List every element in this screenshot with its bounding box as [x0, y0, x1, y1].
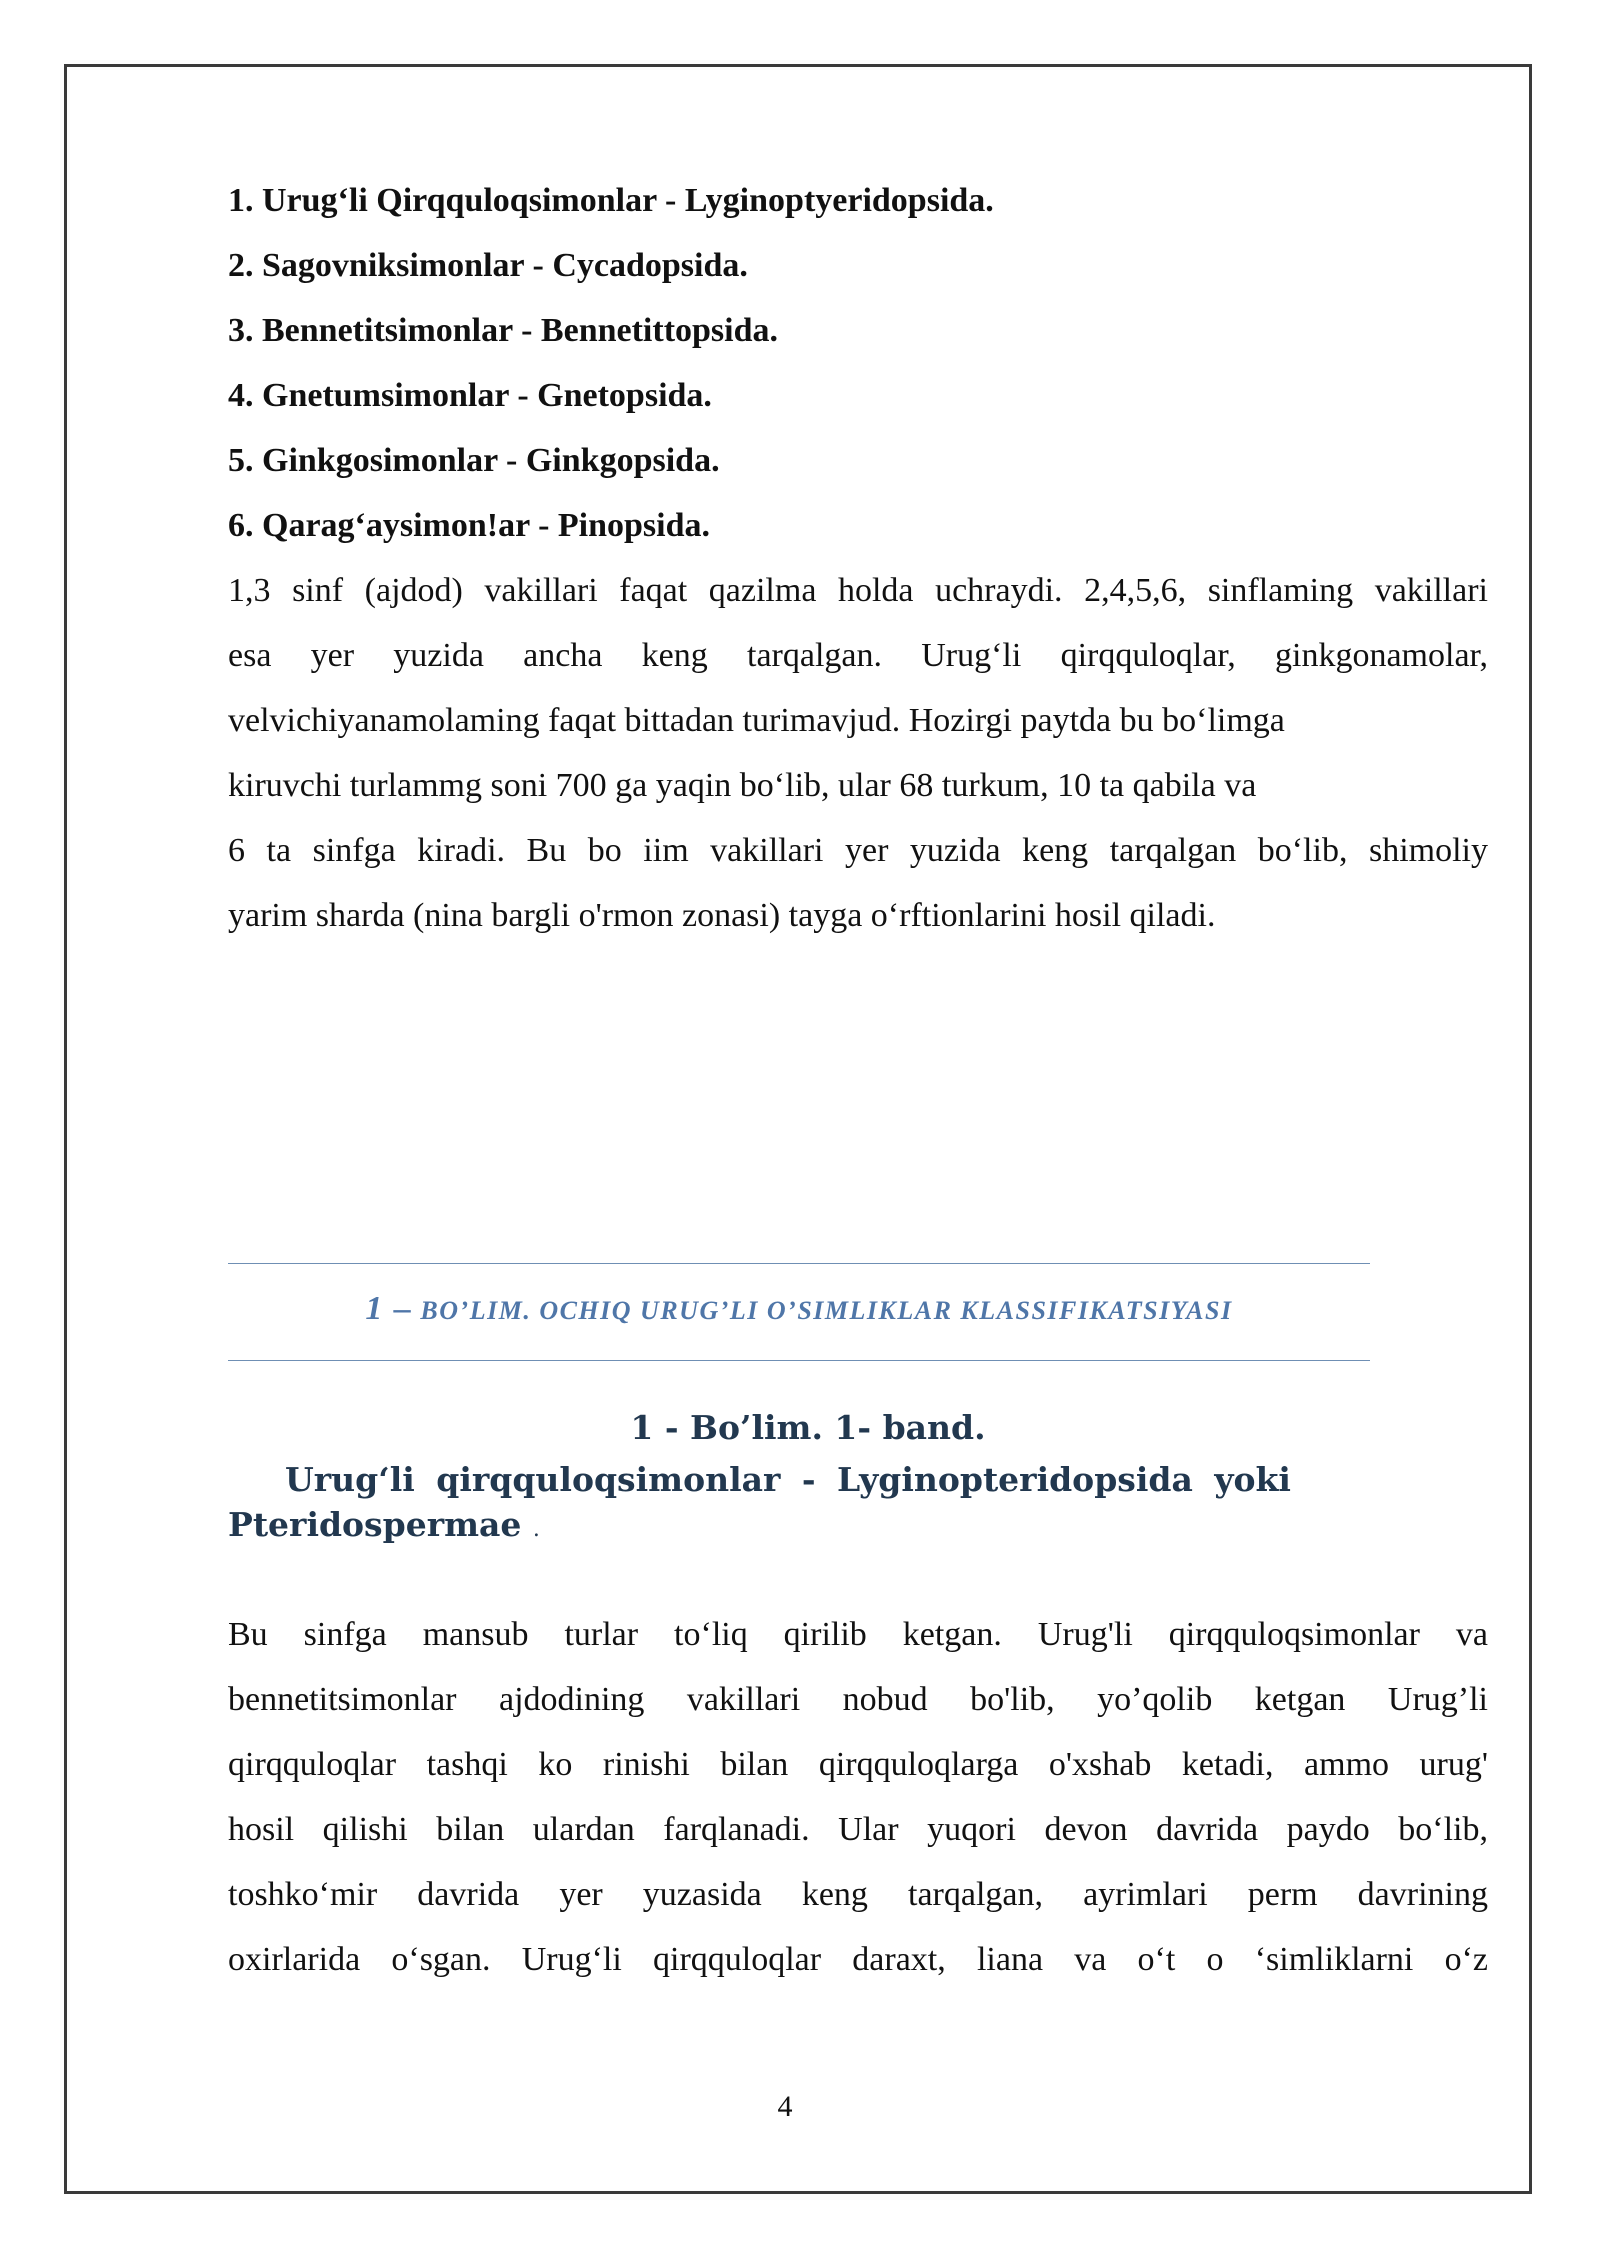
list-item: 6. Qarag‘aysimon!ar - Pinopsida.: [228, 507, 711, 544]
band-subtitle-line: Urug‘li qirqquloqsimonlar - Lyginopteridopsida yoki: [285, 1460, 1291, 1499]
band-subtitle-term: Pteridospermae: [228, 1505, 522, 1544]
paragraph-line: velvichiyanamolaming faqat bittadan turimavjud. Hozirgi paytda bu bo‘limga: [228, 702, 1285, 739]
intro-paragraph: [228, 558, 1488, 948]
paragraph-line: qirqquloqlar tashqi ko rinishi bilan qirqquloqlarga o'xshab ketadi, ammo urug': [228, 1746, 1488, 1783]
list-item: 5. Ginkgosimonlar - Ginkgopsida.: [228, 442, 720, 479]
paragraph-line: esa yer yuzida ancha keng tarqalgan. Urug‘li qirqquloqlar, ginkgonamolar,: [228, 637, 1488, 674]
paragraph-line: 1,3 sinf (ajdod) vakillari faqat qazilma holda uchraydi. 2,4,5,6, sinflaming vakillari: [228, 572, 1488, 609]
paragraph-line: kiruvchi turlammg soni 700 ga yaqin bo‘lib, ular 68 turkum, 10 ta qabila va: [228, 767, 1257, 804]
paragraph-line: toshko‘mir davrida yer yuzasida keng tarqalgan, ayrimlari perm davrining: [228, 1876, 1488, 1913]
band-subtitle-dot: .: [532, 1517, 540, 1542]
paragraph-line: bennetitsimonlar ajdodining vakillari nobud bo'lib, yo’qolib ketgan Urug’li: [228, 1681, 1488, 1718]
section-heading-text: BO’LIM. OCHIQ URUG’LI O’SIMLIKLAR KLASSIFIKATSIYASI: [420, 1296, 1233, 1325]
paragraph-line: hosil qilishi bilan ulardan farqlanadi. Ular yuqori devon davrida paydo bo‘lib,: [228, 1811, 1488, 1848]
list-item: 4. Gnetumsimonlar - Gnetopsida.: [228, 377, 712, 414]
paragraph-line: Bu sinfga mansub turlar to‘liq qirilib ketgan. Urug'li qirqquloqsimonlar va: [228, 1616, 1488, 1653]
band-title: 1 - Bo’lim. 1- band.: [630, 1408, 986, 1447]
band-subtitle: [228, 1457, 1488, 1552]
section-heading: [228, 1290, 1370, 1328]
heading-divider-top: [228, 1263, 1370, 1264]
paragraph-line: 6 ta sinfga kiradi. Bu bo iim vakillari yer yuzida keng tarqalgan bo‘lib, shimoliy: [228, 832, 1488, 869]
page-number: 4: [777, 2090, 793, 2123]
paragraph-line: yarim sharda (nina bargli o'rmon zonasi) tayga o‘rftionlarini hosil qiladi.: [228, 897, 1216, 934]
paragraph-line: oxirlarida o‘sgan. Urug‘li qirqquloqlar daraxt, liana va o‘t o ‘simliklarni o‘z: [228, 1941, 1488, 1978]
class-list: [228, 168, 1488, 558]
body-paragraph: [228, 1602, 1488, 1992]
section-heading-number: 1 –: [365, 1290, 413, 1327]
heading-divider-bottom: [228, 1360, 1370, 1361]
list-item: 3. Bennetitsimonlar - Bennetittopsida.: [228, 312, 779, 349]
band-subtitle-line: [228, 1502, 1488, 1552]
list-item: 2. Sagovniksimonlar - Cycadopsida.: [228, 247, 748, 284]
list-item: 1. Urug‘li Qirqquloqsimonlar - Lyginoptyeridopsida.: [228, 182, 994, 219]
